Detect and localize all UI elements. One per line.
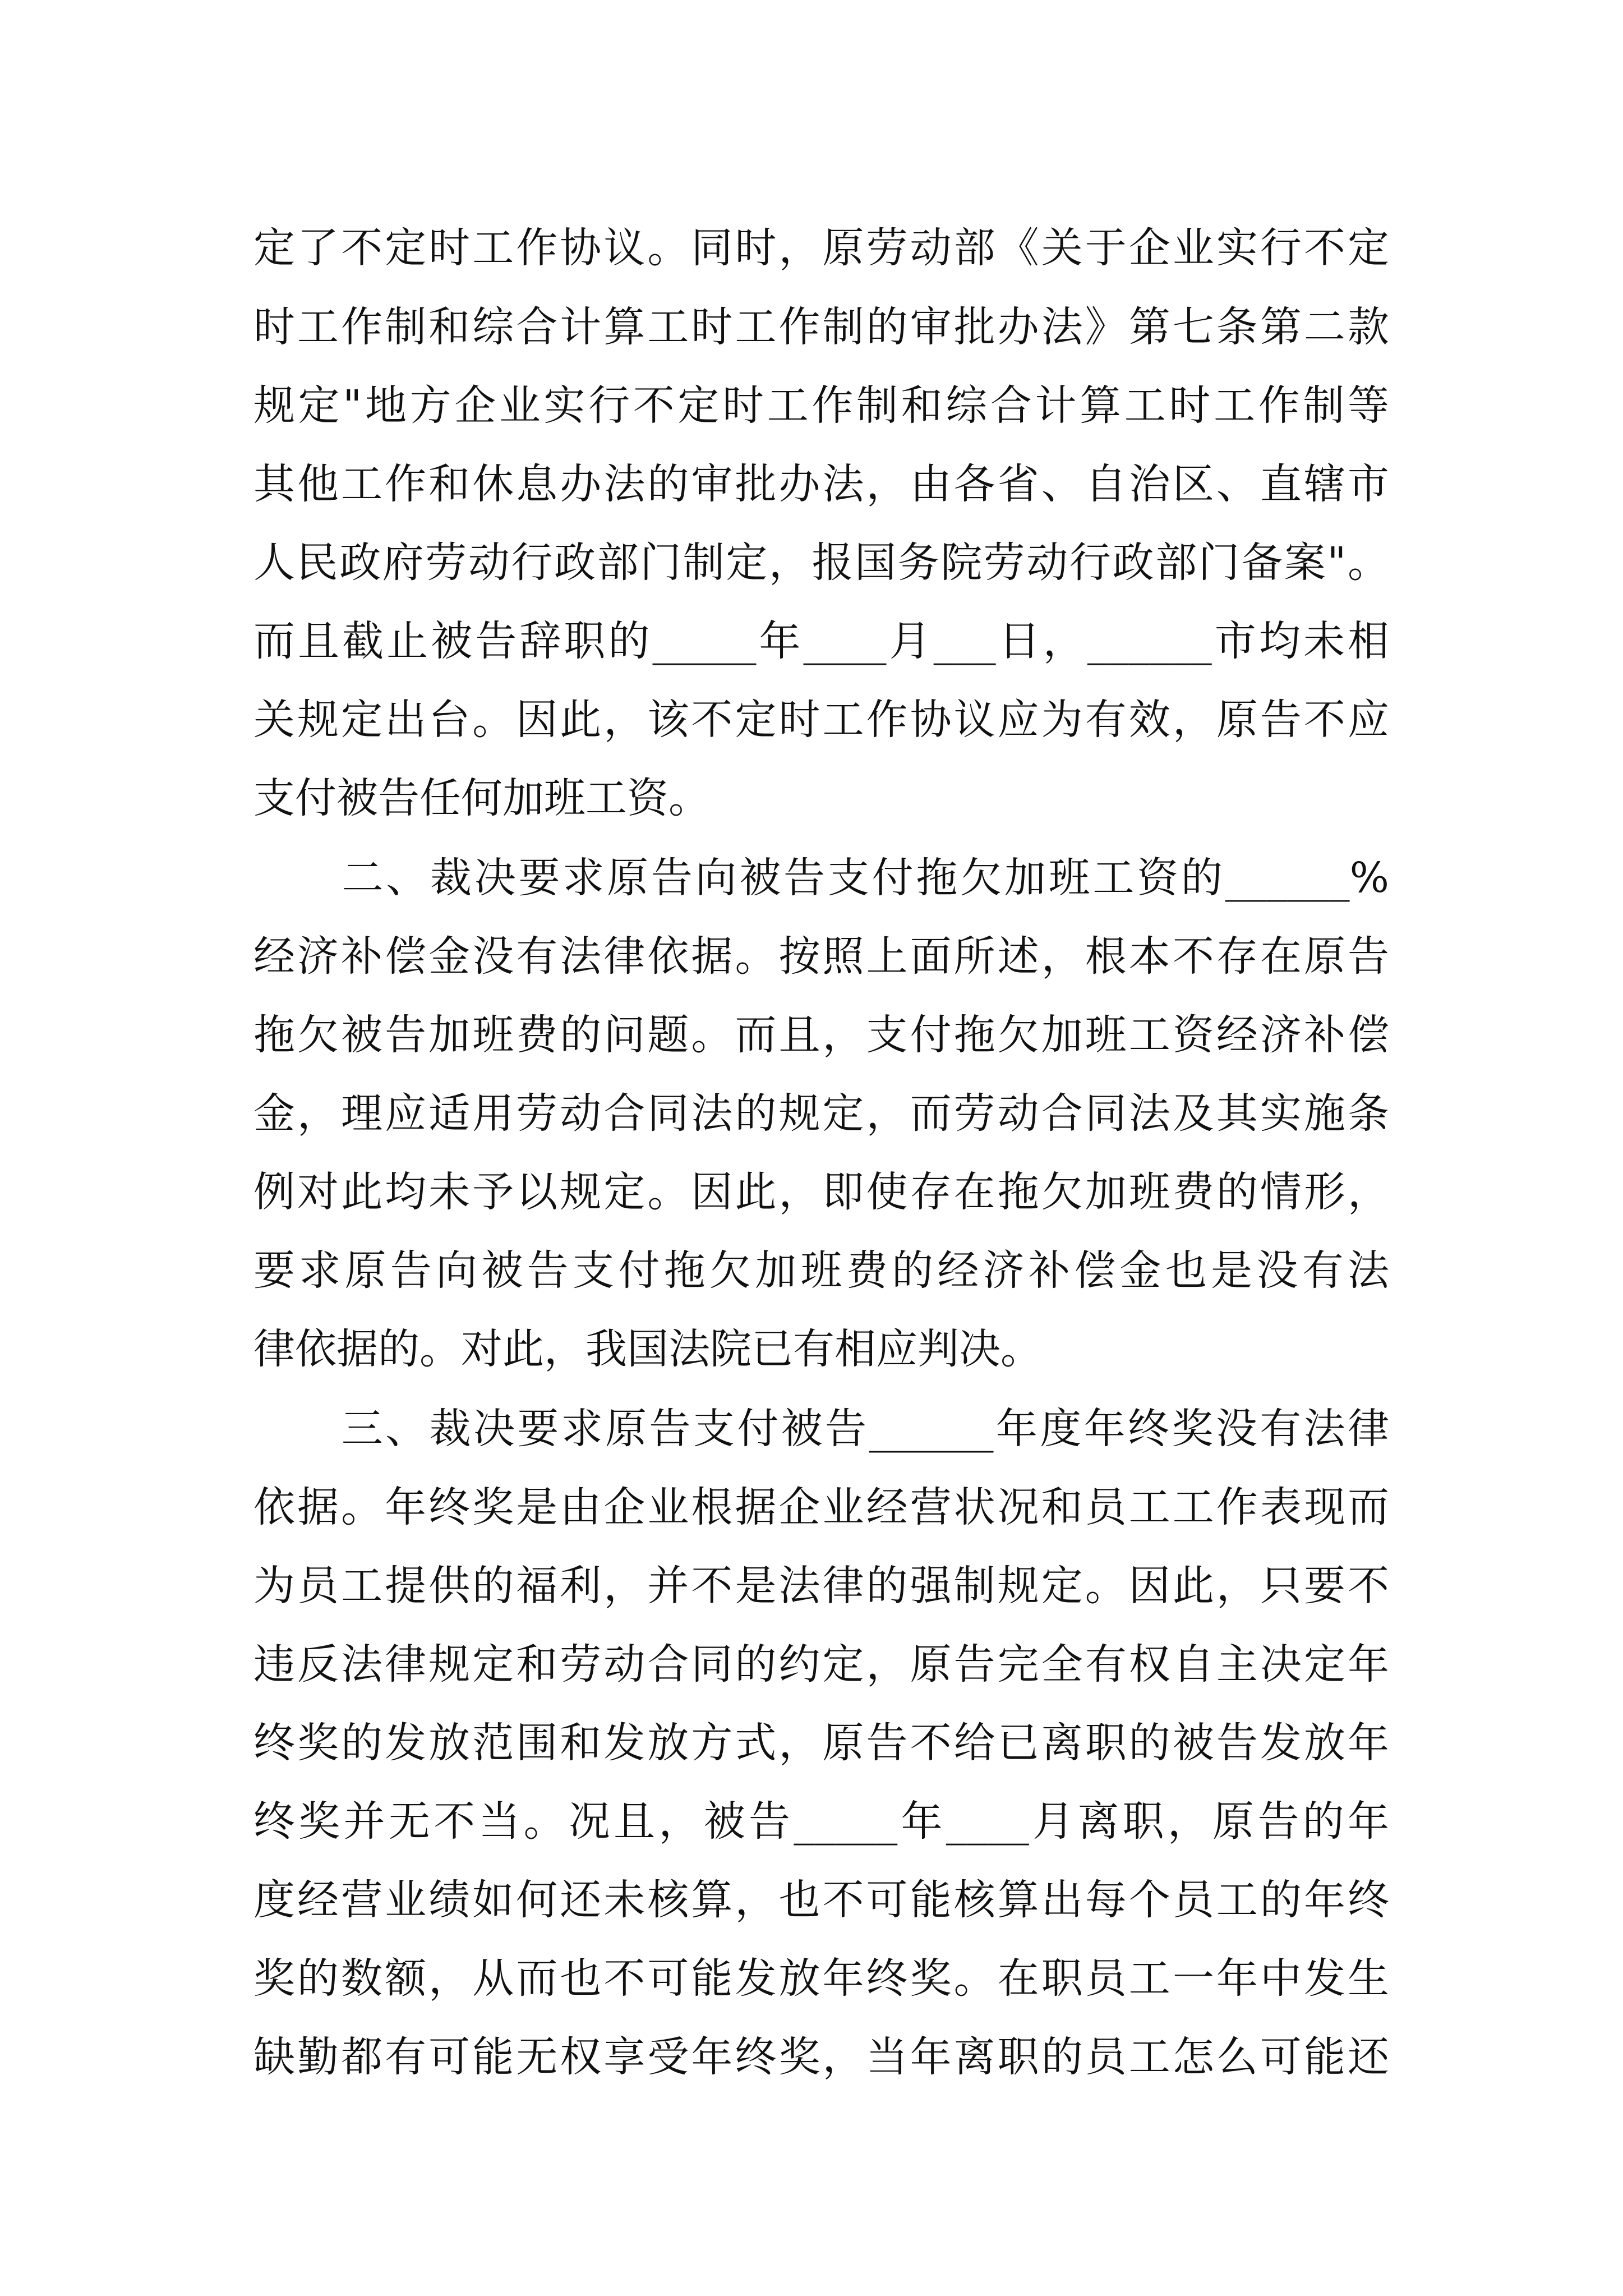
text-line: 违反法律规定和劳动合同的约定，原告完全有权自主决定年 (253, 1640, 1389, 1688)
text-line: 时工作制和综合计算工时工作制的审批办法》第七条第二款 (253, 303, 1389, 351)
text-line: 终奖并无不当。况且，被告_____年____月离职，原告的年 (253, 1797, 1389, 1846)
text-line: 其他工作和休息办法的审批办法，由各省、自治区、直辖市 (253, 460, 1389, 508)
text-line: 律依据的。对此，我国法院已有相应判决。 (253, 1325, 1042, 1373)
text-line: 缺勤都有可能无权享受年终奖，当年离职的员工怎么可能还 (253, 2033, 1389, 2081)
text-line: 奖的数额，从而也不可能发放年终奖。在职员工一年中发生 (253, 1954, 1389, 2003)
text-line: 度经营业绩如何还未核算，也不可能核算出每个员工的年终 (253, 1876, 1389, 1924)
text-line: 人民政府劳动行政部门制定，报国务院劳动行政部门备案"。 (253, 539, 1389, 587)
text-line: 二、裁决要求原告向被告支付拖欠加班工资的______% (253, 854, 1389, 902)
text-line: 定了不定时工作协议。同时，原劳动部《关于企业实行不定 (253, 224, 1389, 272)
text-line: 金，理应适用劳动合同法的规定，而劳动合同法及其实施条 (253, 1089, 1389, 1138)
text-line: 拖欠被告加班费的问题。而且，支付拖欠加班工资经济补偿 (253, 1011, 1389, 1059)
text-line: 三、裁决要求原告支付被告______年度年终奖没有法律 (253, 1405, 1389, 1453)
text-line: 关规定出台。因此，该不定时工作协议应为有效，原告不应 (253, 696, 1389, 744)
text-line: 支付被告任何加班工资。 (253, 774, 710, 822)
text-line: 经济补偿金没有法律依据。按照上面所述，根本不存在原告 (253, 932, 1389, 981)
text-line: 例对此均未予以规定。因此，即使存在拖欠加班费的情形， (253, 1168, 1389, 1216)
text-line: 依据。年终奖是由企业根据企业经营状况和员工工作表现而 (253, 1483, 1389, 1531)
text-line: 要求原告向被告支付拖欠加班费的经济补偿金也是没有法 (253, 1246, 1389, 1295)
text-line: 而且截止被告辞职的_____年____月___日，______市均未相 (253, 617, 1389, 665)
text-line: 为员工提供的福利，并不是法律的强制规定。因此，只要不 (253, 1562, 1389, 1610)
text-line: 规定"地方企业实行不定时工作制和综合计算工时工作制等 (253, 381, 1389, 430)
text-line: 终奖的发放范围和发放方式，原告不给已离职的被告发放年 (253, 1719, 1389, 1767)
